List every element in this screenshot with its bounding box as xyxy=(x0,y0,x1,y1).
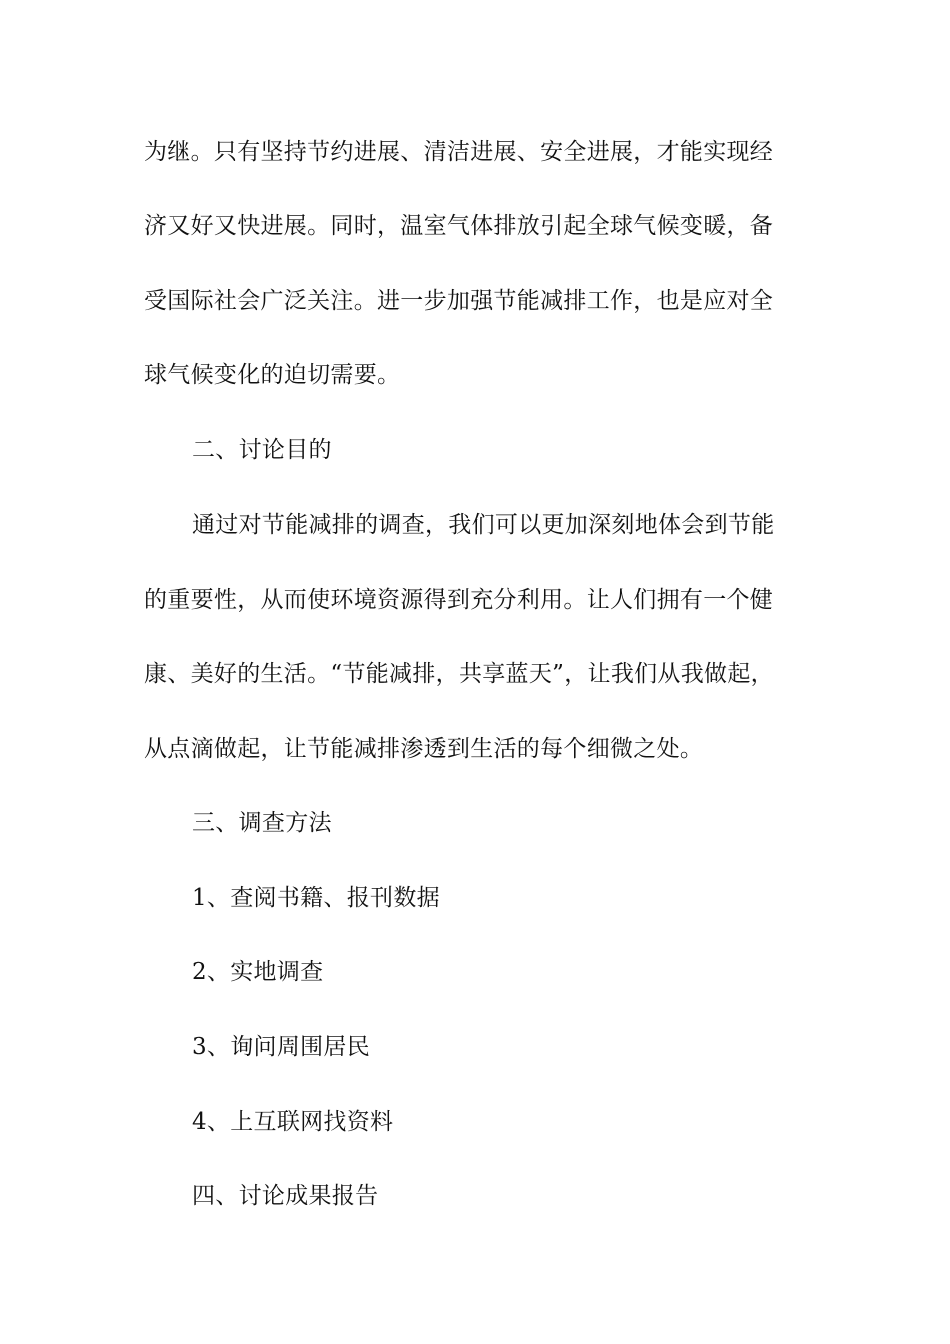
paragraph-1-line-1: 为继。只有坚持节约进展、清洁进展、安全进展，才能实现经 xyxy=(144,139,774,165)
paragraph-2-line-4: 从点滴做起，让节能减排渗透到生活的每个细微之处。 xyxy=(144,736,704,762)
section-heading-survey-methods: 三、调查方法 xyxy=(192,810,332,836)
section-heading-research-purpose: 二、讨论目的 xyxy=(192,437,332,463)
paragraph-2-line-3: 康、美好的生活。“节能减排，共享蓝天”，让我们从我做起， xyxy=(144,661,774,687)
paragraph-2-line-1: 通过对节能减排的调查，我们可以更加深刻地体会到节能 xyxy=(192,512,775,538)
method-item-4: 4、上互联网找资料 xyxy=(192,1109,394,1135)
paragraph-1-line-4: 球气候变化的迫切需要。 xyxy=(144,362,401,388)
method-item-1: 1、查阅书籍、报刊数据 xyxy=(192,885,440,911)
paragraph-2-line-2: 的重要性，从而使环境资源得到充分利用。让人们拥有一个健 xyxy=(144,587,774,613)
section-heading-research-results: 四、讨论成果报告 xyxy=(192,1183,379,1209)
method-item-3: 3、询问周围居民 xyxy=(192,1034,371,1060)
method-item-2: 2、实地调查 xyxy=(192,959,324,985)
paragraph-1-line-2: 济又好又快进展。同时，温室气体排放引起全球气候变暖，备 xyxy=(144,213,774,239)
paragraph-1-line-3: 受国际社会广泛关注。进一步加强节能减排工作，也是应对全 xyxy=(144,288,774,314)
